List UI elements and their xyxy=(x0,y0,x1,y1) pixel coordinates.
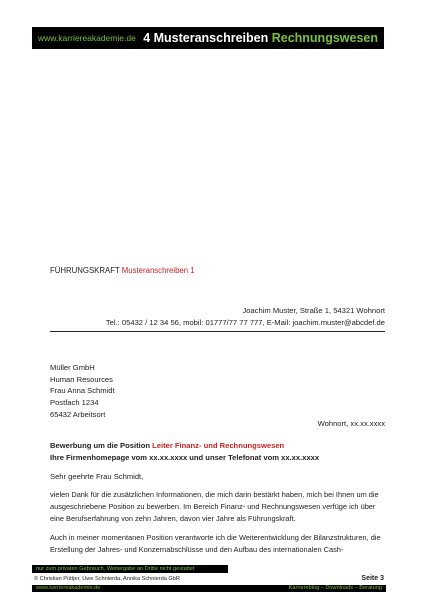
header-title-prefix: 4 Musteranschreiben xyxy=(143,31,269,45)
place-date: Wohnort, xx.xx.xxxx xyxy=(317,419,385,428)
sender-address: Joachim Muster, Straße 1, 54321 Wohnort xyxy=(242,306,385,315)
recipient-line: Human Resources xyxy=(50,374,113,384)
header-title xyxy=(143,31,378,45)
subject-position: Leiter Finanz- und Rechnungswesen xyxy=(152,441,285,450)
sender-contact: Tel.: 05432 / 12 34 56, mobil: 01777/77 77 777, E-Mail: joachim.muster@abcdef.de xyxy=(105,318,385,327)
recipient-line: Postfach 1234 xyxy=(50,398,99,408)
subject-prefix: Bewerbung um die Position xyxy=(50,441,150,450)
recipient-line: Frau Anna Schmidt xyxy=(50,386,115,396)
recipient-line: 65432 Arbeitsort xyxy=(50,409,106,419)
subject-block xyxy=(50,440,319,463)
footer-info xyxy=(32,573,386,585)
header-url[interactable]: www.karriereakademie.de xyxy=(38,33,136,43)
page-number: Seite 3 xyxy=(361,575,384,582)
sender-divider xyxy=(50,331,385,332)
subject-reference: Ihre Firmenhomepage vom xx.xx.xxxx und unser Telefonat vom xx.xx.xxxx xyxy=(50,452,320,462)
body-paragraph: vielen Dank für die zusätzlichen Informationen, die mich darin bestärkt haben, mich bei Ihnen um die ausgeschriebene Position zu bewerben. Im Bereich Finanz- und Rechnungswesen verfüge ich über eine Berufserfahrung von zehn Jahren, davon vier Jahre als Führungskraft. xyxy=(50,490,379,523)
footer xyxy=(32,565,386,592)
document-label-accent: Musteranschreiben 1 xyxy=(121,266,195,275)
sender-block xyxy=(106,305,385,329)
footer-breadcrumb[interactable]: Karriereblog – Downloads – Beratung xyxy=(288,585,382,591)
recipient-line: Müller GmbH xyxy=(50,363,95,372)
footer-url[interactable]: www.karriereakademie.de xyxy=(36,585,101,591)
footer-copyright: © Christian Püttjer, Uwe Schnierda, Annika Schnierda GbR xyxy=(34,576,180,582)
document-label xyxy=(50,266,195,275)
body-paragraph: Auch in meiner momentanen Position verantworte ich die Weiterentwicklung der Bilanzstrukturen, die Erstellung der Jahres- und Konzernabschlüsse und den Aufbau des internationalen Cash- xyxy=(50,533,381,554)
salutation: Sehr geehrte Frau Schmidt, xyxy=(50,472,144,481)
header-title-accent: Rechnungswesen xyxy=(271,31,378,45)
subject-line xyxy=(50,440,319,452)
footer-notice: nur zum privaten Gebrauch, Weitergabe an Dritte nicht gestattet xyxy=(32,565,228,573)
document-label-prefix: FÜHRUNGSKRAFT xyxy=(50,266,120,275)
footer-links xyxy=(32,585,386,592)
recipient-block xyxy=(50,362,115,421)
header-bar xyxy=(32,27,384,49)
